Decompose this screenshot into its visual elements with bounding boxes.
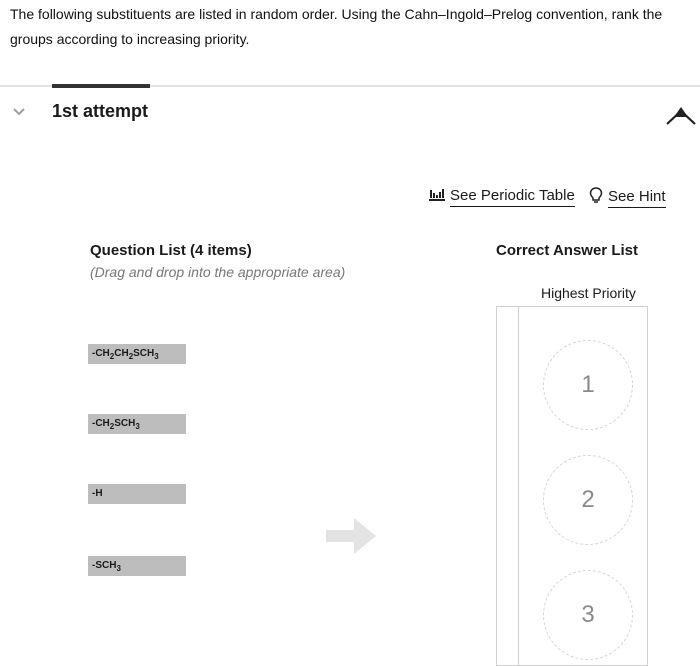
collapse-arrow-icon[interactable] [664,103,698,127]
right-arrow-icon [326,516,376,556]
question-list-instructions: (Drag and drop into the appropriate area) [90,264,346,280]
highest-priority-label: Highest Priority [541,285,636,301]
answer-slot-3[interactable]: 3 [543,570,633,660]
answer-slot-2[interactable]: 2 [543,455,633,545]
draggable-item-h[interactable]: -H [88,484,186,504]
dropzone-rail [518,307,519,665]
attempt-tab-indicator [52,84,150,88]
draggable-item-sch3[interactable]: $-SCH_3$ [88,556,186,576]
attempt-heading: 1st attempt [52,101,149,121]
see-hint-link[interactable] [588,186,666,208]
lightbulb-icon [588,186,604,208]
periodic-table-icon [428,187,446,207]
question-list-title: Question List (4 items) [90,242,252,259]
question-text: The following substituents are listed in random order. Using the Cahn–Ingold–Prelog convention, rank the groups according to increasing priority. [10,6,663,47]
draggable-item-ch2sch3[interactable]: $-CH_2SCH_3$ [88,414,186,434]
see-periodic-table-link[interactable] [428,186,575,207]
draggable-item-ch2ch2sch3[interactable]: $-CH_2CH_2SCH_3$ [88,344,186,364]
correct-answer-list-title: Correct Answer List [496,242,638,259]
periodic-table-label: See Periodic Table [450,186,575,207]
chevron-down-icon[interactable] [13,107,27,121]
hint-label: See Hint [608,187,666,208]
answer-slot-1[interactable]: 1 [543,340,633,430]
